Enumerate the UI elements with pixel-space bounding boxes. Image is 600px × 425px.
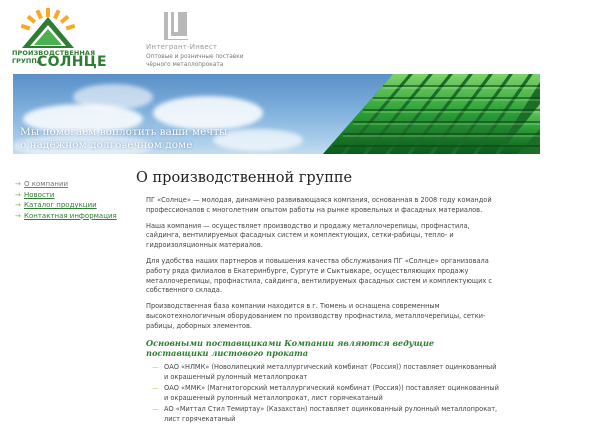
cloud-decoration xyxy=(73,84,153,110)
suppliers-list xyxy=(152,362,502,424)
dash-bullet-icon: — xyxy=(152,362,159,371)
nav-link-label[interactable]: О компании xyxy=(24,180,69,188)
nav-item-catalog[interactable] xyxy=(15,200,125,210)
nav-link-label[interactable]: Каталог продукции xyxy=(24,201,97,209)
sun-roof-logo-icon xyxy=(20,8,76,50)
list-item xyxy=(152,383,502,403)
arrow-right-icon: → xyxy=(15,201,21,209)
logo-text-brand: СОЛНЦЕ xyxy=(37,54,107,70)
paragraph: ПГ «Солнце» — молодая, динамично развивающаяся компания, основанная в 2008 году командой профессионалов с многолетним опытом работы на рынке кровельных и фасадных материалов. xyxy=(146,196,492,214)
banner-slogan-line2: о надёжном долговечном доме xyxy=(20,139,193,151)
logo-text-line1: ПРОИЗВОДСТВЕННАЯ xyxy=(12,49,96,57)
dash-bullet-icon: — xyxy=(152,383,159,392)
nav-item-about[interactable] xyxy=(15,179,125,189)
supplier-text: ОАО «НЛМК» (Новолипецкий металлургический комбинат (Россия)) поставляет оцинкованный и окрашенный рулонный металлопрокат xyxy=(164,362,497,381)
arrow-right-icon: → xyxy=(15,180,21,188)
partner-emblem-icon xyxy=(164,12,188,40)
partner-logo[interactable] xyxy=(146,12,266,72)
paragraph: Для удобства наших партнеров и повышения качества обслуживания ПГ «Солнце» организовала работу ряда филиалов в Екатеринбурге, Сургуте и Сыктывкаре, осуществляющих продажу металлочерепицы, профнастила, сайдинга, вентилируемых фасадных систем и комплектующих с собственного склада. xyxy=(146,256,493,295)
partner-name: Интегрант-Инвест xyxy=(146,43,218,51)
partner-description: Оптовые и розничные поставки чёрного металлопроката xyxy=(146,54,244,68)
company-logo[interactable] xyxy=(12,8,107,70)
cloud-decoration xyxy=(153,96,263,130)
suppliers-heading: Основными поставщиками Компании являются ведущие поставщики листового проката xyxy=(146,337,435,358)
list-item xyxy=(152,362,502,382)
dash-bullet-icon: — xyxy=(152,404,159,413)
arrow-right-icon: → xyxy=(15,211,21,220)
banner-slogan-line1: Мы помогаем воплотить ваши мечты xyxy=(20,126,228,138)
banner-slogan xyxy=(20,126,227,152)
page-title: О производственной группе xyxy=(136,170,353,186)
nav-item-news[interactable] xyxy=(15,190,125,200)
metal-tile-roof-image xyxy=(283,74,540,154)
main-content xyxy=(136,170,506,425)
sidebar-nav xyxy=(15,179,125,221)
hero-banner xyxy=(13,74,540,154)
supplier-text: АО «Миттал Стил Темиртау» (Казахстан) поставляет оцинкованный рулонный металлопрокат, лист горячекатаный xyxy=(164,404,498,423)
arrow-right-icon: → xyxy=(15,190,21,199)
paragraph: Наша компания — осуществляет производство и продажу металлочерепицы, профнастила, сайдинга, вентилируемых фасадных систем и комплектующих, сетки-рабицы, тепло- и гидроизоляционных материалов. xyxy=(146,221,470,250)
nav-link-label[interactable]: Контактная информация xyxy=(24,211,117,220)
logo-text-line2: ГРУППА xyxy=(12,57,42,65)
nav-link-label[interactable]: Новости xyxy=(24,190,55,199)
supplier-text: ОАО «ММК» (Магнитогорский металлургический комбинат (Россия)) поставляет оцинкованный и окрашенный рулонный металлопрокат, лист горячекатаный xyxy=(164,383,499,402)
header xyxy=(0,0,600,74)
list-item xyxy=(152,404,502,424)
nav-item-contacts[interactable] xyxy=(15,211,125,221)
paragraph: Производственная база компании находится в г. Тюмень и оснащена современным высокотехнологичным оборудованием по производству профнастила, металлочерепицы, сетки-рабицы, доборных элементов. xyxy=(146,302,486,330)
